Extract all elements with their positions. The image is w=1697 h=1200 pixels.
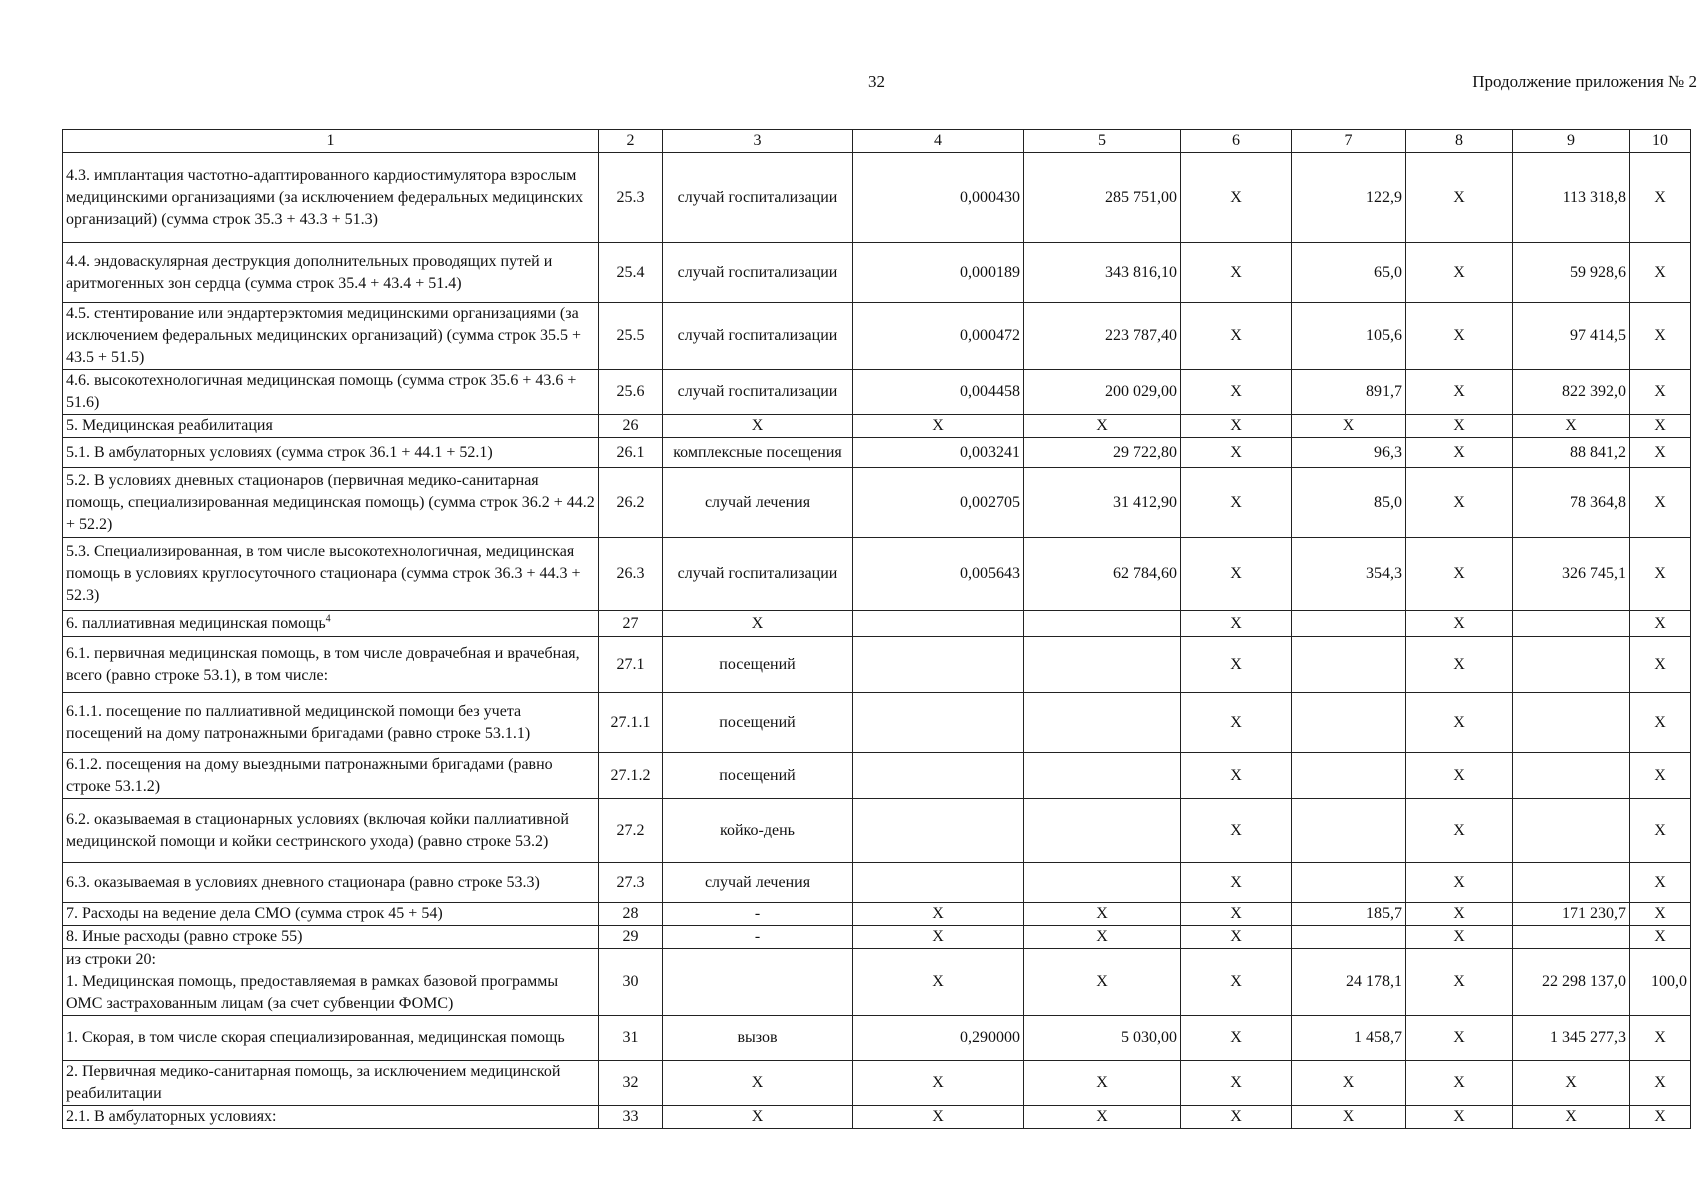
per-capita-value: [1292, 693, 1406, 753]
row-code: 27.1: [599, 637, 663, 693]
total-value: [1513, 863, 1630, 903]
per-capita-value: 185,7: [1292, 903, 1406, 926]
share-percent: X: [1630, 153, 1691, 243]
col-8-value: X: [1406, 370, 1513, 415]
table-row: [63, 611, 1691, 637]
unit-of-measure: -: [663, 903, 853, 926]
col-6-value: X: [1181, 949, 1292, 1016]
row-code: 26.1: [599, 438, 663, 468]
column-number-2: 2: [599, 130, 663, 153]
cost-per-unit: [1024, 693, 1181, 753]
cost-per-unit: [1024, 753, 1181, 799]
unit-of-measure: X: [663, 1106, 853, 1129]
total-value: 171 230,7: [1513, 903, 1630, 926]
standard-volume: 0,005643: [853, 538, 1024, 611]
per-capita-value: 85,0: [1292, 468, 1406, 538]
share-percent: X: [1630, 903, 1691, 926]
unit-of-measure: -: [663, 926, 853, 949]
col-6-value: X: [1181, 538, 1292, 611]
col-6-value: X: [1181, 468, 1292, 538]
total-value: 22 298 137,0: [1513, 949, 1630, 1016]
row-code: 27.3: [599, 863, 663, 903]
column-number-header: [63, 130, 1691, 153]
table-row: [63, 153, 1691, 243]
column-number-9: 9: [1513, 130, 1630, 153]
col-8-value: X: [1406, 303, 1513, 370]
standard-volume: X: [853, 1106, 1024, 1129]
unit-of-measure: комплексные посещения: [663, 438, 853, 468]
standard-volume: 0,290000: [853, 1016, 1024, 1061]
cost-per-unit: [1024, 799, 1181, 863]
column-number-4: 4: [853, 130, 1024, 153]
total-value: 1 345 277,3: [1513, 1016, 1630, 1061]
row-code: 28: [599, 903, 663, 926]
cost-per-unit: [1024, 863, 1181, 903]
cost-per-unit: 343 816,10: [1024, 243, 1181, 303]
column-number-3: 3: [663, 130, 853, 153]
unit-of-measure: X: [663, 415, 853, 438]
row-name: 5.3. Специализированная, в том числе высокотехнологичная, медицинская помощь в условиях круглосуточного стационара (сумма строк 36.3 + 44.3 + 52.3): [63, 538, 599, 611]
per-capita-value: 354,3: [1292, 538, 1406, 611]
table-row: [63, 637, 1691, 693]
column-number-5: 5: [1024, 130, 1181, 153]
per-capita-value: [1292, 753, 1406, 799]
table-row: [63, 863, 1691, 903]
share-percent: X: [1630, 303, 1691, 370]
row-name: 5. Медицинская реабилитация: [63, 415, 599, 438]
standard-volume: X: [853, 903, 1024, 926]
table-row: [63, 243, 1691, 303]
cost-per-unit: 200 029,00: [1024, 370, 1181, 415]
standard-volume: 0,002705: [853, 468, 1024, 538]
standard-volume: 0,004458: [853, 370, 1024, 415]
standard-volume: X: [853, 415, 1024, 438]
cost-per-unit: 29 722,80: [1024, 438, 1181, 468]
share-percent: 100,0: [1630, 949, 1691, 1016]
row-name: 6.3. оказываемая в условиях дневного стационара (равно строке 53.3): [63, 863, 599, 903]
total-value: [1513, 611, 1630, 637]
total-value: [1513, 753, 1630, 799]
total-value: 326 745,1: [1513, 538, 1630, 611]
unit-of-measure: случай госпитализации: [663, 370, 853, 415]
unit-of-measure: [663, 949, 853, 1016]
per-capita-value: 1 458,7: [1292, 1016, 1406, 1061]
table-row: [63, 370, 1691, 415]
total-value: X: [1513, 1061, 1630, 1106]
row-code: 26.2: [599, 468, 663, 538]
row-name: 7. Расходы на ведение дела СМО (сумма строк 45 + 54): [63, 903, 599, 926]
unit-of-measure: койко-день: [663, 799, 853, 863]
row-name: 6. паллиативная медицинская помощь$^4$: [63, 611, 599, 637]
share-percent: X: [1630, 438, 1691, 468]
col-8-value: X: [1406, 753, 1513, 799]
total-value: 59 928,6: [1513, 243, 1630, 303]
row-name: 5.1. В амбулаторных условиях (сумма строк 36.1 + 44.1 + 52.1): [63, 438, 599, 468]
row-code: 27.1.2: [599, 753, 663, 799]
footnote-mark: 4: [325, 613, 331, 625]
row-code: 25.4: [599, 243, 663, 303]
col-6-value: X: [1181, 926, 1292, 949]
standard-volume: [853, 693, 1024, 753]
table-row: [63, 1016, 1691, 1061]
col-8-value: X: [1406, 468, 1513, 538]
row-name: 6.1. первичная медицинская помощь, в том числе доврачебная и врачебная, всего (равно строке 53.1), в том числе:: [63, 637, 599, 693]
cost-per-unit: [1024, 611, 1181, 637]
total-value: [1513, 799, 1630, 863]
standard-volume: 0,000472: [853, 303, 1024, 370]
share-percent: X: [1630, 243, 1691, 303]
column-number-7: 7: [1292, 130, 1406, 153]
per-capita-value: [1292, 611, 1406, 637]
standard-volume: [853, 863, 1024, 903]
col-6-value: X: [1181, 1016, 1292, 1061]
table-row: [63, 753, 1691, 799]
share-percent: X: [1630, 1016, 1691, 1061]
col-8-value: X: [1406, 903, 1513, 926]
col-8-value: X: [1406, 949, 1513, 1016]
unit-of-measure: случай госпитализации: [663, 303, 853, 370]
row-code: 27.2: [599, 799, 663, 863]
table-row: [63, 1106, 1691, 1129]
col-6-value: X: [1181, 637, 1292, 693]
per-capita-value: 122,9: [1292, 153, 1406, 243]
cost-per-unit: 31 412,90: [1024, 468, 1181, 538]
col-6-value: X: [1181, 153, 1292, 243]
share-percent: X: [1630, 370, 1691, 415]
per-capita-value: 891,7: [1292, 370, 1406, 415]
col-8-value: X: [1406, 1016, 1513, 1061]
row-code: 32: [599, 1061, 663, 1106]
per-capita-value: 24 178,1: [1292, 949, 1406, 1016]
col-8-value: X: [1406, 538, 1513, 611]
per-capita-value: X: [1292, 415, 1406, 438]
row-name: 1. Скорая, в том числе скорая специализированная, медицинская помощь: [63, 1016, 599, 1061]
row-name: 6.1.1. посещение по паллиативной медицинской помощи без учета посещений на дому патронажными бригадами (равно строке 53.1.1): [63, 693, 599, 753]
cost-per-unit: 62 784,60: [1024, 538, 1181, 611]
total-value: [1513, 693, 1630, 753]
col-6-value: X: [1181, 1106, 1292, 1129]
share-percent: X: [1630, 799, 1691, 863]
cost-per-unit: 5 030,00: [1024, 1016, 1181, 1061]
col-8-value: X: [1406, 637, 1513, 693]
standard-volume: X: [853, 949, 1024, 1016]
financing-table: [62, 129, 1691, 1129]
cost-per-unit: X: [1024, 1061, 1181, 1106]
table-row: [63, 468, 1691, 538]
per-capita-value: X: [1292, 1106, 1406, 1129]
share-percent: X: [1630, 468, 1691, 538]
col-8-value: X: [1406, 1061, 1513, 1106]
total-value: [1513, 637, 1630, 693]
col-6-value: X: [1181, 611, 1292, 637]
share-percent: X: [1630, 611, 1691, 637]
total-value: 78 364,8: [1513, 468, 1630, 538]
col-6-value: X: [1181, 693, 1292, 753]
col-8-value: X: [1406, 415, 1513, 438]
col-6-value: X: [1181, 438, 1292, 468]
row-name: 8. Иные расходы (равно строке 55): [63, 926, 599, 949]
col-8-value: X: [1406, 693, 1513, 753]
standard-volume: X: [853, 926, 1024, 949]
unit-of-measure: случай госпитализации: [663, 153, 853, 243]
total-value: 88 841,2: [1513, 438, 1630, 468]
row-code: 33: [599, 1106, 663, 1129]
standard-volume: [853, 637, 1024, 693]
col-8-value: X: [1406, 243, 1513, 303]
row-name: 2. Первичная медико-санитарная помощь, за исключением медицинской реабилитации: [63, 1061, 599, 1106]
cost-per-unit: 285 751,00: [1024, 153, 1181, 243]
share-percent: X: [1630, 863, 1691, 903]
total-value: 822 392,0: [1513, 370, 1630, 415]
row-code: 25.3: [599, 153, 663, 243]
col-8-value: X: [1406, 1106, 1513, 1129]
col-8-value: X: [1406, 153, 1513, 243]
table-row: [63, 903, 1691, 926]
total-value: X: [1513, 415, 1630, 438]
page-number: 32: [868, 72, 885, 91]
per-capita-value: [1292, 926, 1406, 949]
share-percent: X: [1630, 538, 1691, 611]
per-capita-value: X: [1292, 1061, 1406, 1106]
row-name: 6.2. оказываемая в стационарных условиях (включая койки паллиативной медицинской помощи и койки сестринского ухода) (равно строке 53.2): [63, 799, 599, 863]
col-8-value: X: [1406, 438, 1513, 468]
unit-of-measure: посещений: [663, 693, 853, 753]
col-8-value: X: [1406, 863, 1513, 903]
column-number-10: 10: [1630, 130, 1691, 153]
row-name: 4.6. высокотехнологичная медицинская помощь (сумма строк 35.6 + 43.6 + 51.6): [63, 370, 599, 415]
col-6-value: X: [1181, 753, 1292, 799]
row-name: 4.4. эндоваскулярная деструкция дополнительных проводящих путей и аритмогенных зон сердца (сумма строк 35.4 + 43.4 + 51.4): [63, 243, 599, 303]
table-row: [63, 693, 1691, 753]
share-percent: X: [1630, 926, 1691, 949]
cost-per-unit: 223 787,40: [1024, 303, 1181, 370]
total-value: X: [1513, 1106, 1630, 1129]
unit-of-measure: посещений: [663, 637, 853, 693]
row-code: 25.6: [599, 370, 663, 415]
unit-of-measure: случай лечения: [663, 863, 853, 903]
unit-of-measure: случай лечения: [663, 468, 853, 538]
row-name: 6.1.2. посещения на дому выездными патронажными бригадами (равно строке 53.1.2): [63, 753, 599, 799]
share-percent: X: [1630, 1061, 1691, 1106]
total-value: 97 414,5: [1513, 303, 1630, 370]
row-code: 29: [599, 926, 663, 949]
cost-per-unit: X: [1024, 1106, 1181, 1129]
col-6-value: X: [1181, 415, 1292, 438]
column-number-6: 6: [1181, 130, 1292, 153]
table-row: [63, 1061, 1691, 1106]
share-percent: X: [1630, 415, 1691, 438]
cost-per-unit: X: [1024, 903, 1181, 926]
unit-of-measure: X: [663, 1061, 853, 1106]
col-6-value: X: [1181, 903, 1292, 926]
column-number-8: 8: [1406, 130, 1513, 153]
table-row: [63, 926, 1691, 949]
col-6-value: X: [1181, 243, 1292, 303]
unit-of-measure: X: [663, 611, 853, 637]
unit-of-measure: случай госпитализации: [663, 243, 853, 303]
unit-of-measure: случай госпитализации: [663, 538, 853, 611]
row-name: 4.5. стентирование или эндартерэктомия медицинскими организациями (за исключением федеральных медицинских организаций) (сумма строк 35.5 + 43.5 + 51.5): [63, 303, 599, 370]
standard-volume: [853, 799, 1024, 863]
standard-volume: [853, 611, 1024, 637]
col-6-value: X: [1181, 303, 1292, 370]
table-row: [63, 538, 1691, 611]
unit-of-measure: посещений: [663, 753, 853, 799]
table-row: [63, 415, 1691, 438]
table-row: [63, 438, 1691, 468]
row-name: 5.2. В условиях дневных стационаров (первичная медико-санитарная помощь, специализированная медицинская помощь) (сумма строк 36.2 + 44.2 + 52.2): [63, 468, 599, 538]
share-percent: X: [1630, 753, 1691, 799]
row-name: 2.1. В амбулаторных условиях:: [63, 1106, 599, 1129]
row-name: из строки 20: 1. Медицинская помощь, предоставляемая в рамках базовой программы ОМС застрахованным лицам (за счет субвенции ФОМС): [63, 949, 599, 1016]
row-code: 26.3: [599, 538, 663, 611]
per-capita-value: 105,6: [1292, 303, 1406, 370]
table-row: [63, 799, 1691, 863]
cost-per-unit: X: [1024, 415, 1181, 438]
col-6-value: X: [1181, 863, 1292, 903]
standard-volume: X: [853, 1061, 1024, 1106]
col-8-value: X: [1406, 926, 1513, 949]
col-6-value: X: [1181, 799, 1292, 863]
share-percent: X: [1630, 693, 1691, 753]
standard-volume: 0,003241: [853, 438, 1024, 468]
share-percent: X: [1630, 637, 1691, 693]
row-code: 31: [599, 1016, 663, 1061]
row-code: 30: [599, 949, 663, 1016]
col-6-value: X: [1181, 370, 1292, 415]
standard-volume: 0,000430: [853, 153, 1024, 243]
per-capita-value: [1292, 637, 1406, 693]
row-code: 26: [599, 415, 663, 438]
row-code: 27: [599, 611, 663, 637]
column-number-1: 1: [63, 130, 599, 153]
cost-per-unit: [1024, 637, 1181, 693]
row-name: 4.3. имплантация частотно-адаптированного кардиостимулятора взрослым медицинскими организациями (за исключением федеральных медицинских организаций) (сумма строк 35.3 + 43.3 + 51.3): [63, 153, 599, 243]
per-capita-value: 65,0: [1292, 243, 1406, 303]
appendix-continuation-note: Продолжение приложения № 2: [1472, 72, 1697, 91]
unit-of-measure: вызов: [663, 1016, 853, 1061]
table-row: [63, 303, 1691, 370]
share-percent: X: [1630, 1106, 1691, 1129]
table-row: [63, 949, 1691, 1016]
total-value: 113 318,8: [1513, 153, 1630, 243]
cost-per-unit: X: [1024, 949, 1181, 1016]
col-8-value: X: [1406, 799, 1513, 863]
row-code: 25.5: [599, 303, 663, 370]
row-code: 27.1.1: [599, 693, 663, 753]
per-capita-value: [1292, 799, 1406, 863]
col-8-value: X: [1406, 611, 1513, 637]
standard-volume: [853, 753, 1024, 799]
total-value: [1513, 926, 1630, 949]
per-capita-value: [1292, 863, 1406, 903]
standard-volume: 0,000189: [853, 243, 1024, 303]
cost-per-unit: X: [1024, 926, 1181, 949]
col-6-value: X: [1181, 1061, 1292, 1106]
per-capita-value: 96,3: [1292, 438, 1406, 468]
